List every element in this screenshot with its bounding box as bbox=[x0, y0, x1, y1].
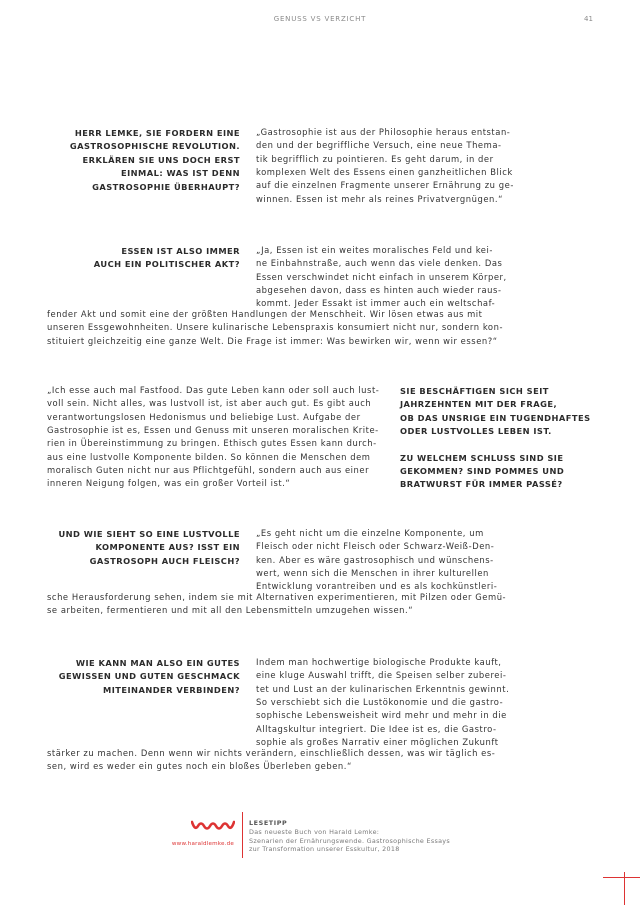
page-header-title: GENUSS VS VERZICHT bbox=[273, 15, 367, 23]
question-3: SIE BESCHÄFTIGEN SICH SEIT JAHRZEHNTEN MIT DER FRAGE, OB DAS UNSRIGE EIN TUGENDHAFTES ODER LUSTVOLLES LEBEN IST. ZU WELCHEM SCHLUSS SIND SIE GEKOMMEN? SIND POMMES UND BRATWURST FÜR IMMER PASSÉ? bbox=[400, 386, 591, 490]
wave-logo-icon bbox=[191, 818, 235, 837]
footer-divider bbox=[242, 812, 243, 858]
reading-tip-line: Szenarien der Ernährungswende. Gastrosophische Essays bbox=[249, 836, 451, 845]
answer-3: „Ich esse auch mal Fastfood. Das gute Leben kann oder soll auch lust- voll sein. Nicht alles, was lustvoll ist, ist aber auch gut. Es gibt auch verantwortungslosen Hedonismus und beliebige Lust. Aufgabe der Gastrosophie ist es, Essen und Genuss mit unseren moralischen Krite- rien in Übereinstimmung zu bringen. Ethisch gutes Essen kann durch- aus eine lustvolle Komponente bilden. So können die Menschen dem moralisch Guten nicht nur aus Pflichtgefühl, sondern auch aus einer inneren Neigung folgen, was ein großer Vorteil ist.“ bbox=[47, 385, 380, 489]
crop-mark-horizontal bbox=[603, 877, 640, 878]
reading-tip bbox=[249, 819, 450, 854]
crop-mark-vertical bbox=[624, 872, 625, 905]
author-website-link[interactable]: www.haraldlemke.de bbox=[171, 841, 234, 847]
question-1: HERR LEMKE, SIE FORDERN EINE GASTROSOPHISCHE REVOLUTION. ERKLÄREN SIE UNS DOCH ERST EINMAL: WAS IST DENN GASTROSOPHIE ÜBERHAUPT? bbox=[69, 128, 240, 192]
reading-tip-line: Das neueste Buch von Harald Lemke: bbox=[249, 827, 380, 836]
question-4: UND WIE SIEHT SO EINE LUSTVOLLE KOMPONENTE AUS? ISST EIN GASTROSOPH AUCH FLEISCH? bbox=[58, 529, 240, 566]
answer-4: „Es geht nicht um die einzelne Komponente, um Fleisch oder nicht Fleisch oder Schwarz-Weiß-Den- ken. Aber es wäre gastrosophisch und wünschens- wert, wenn sich die Menschen in ihrer kulturellen Entwicklung vorantreiben und es als kochkünstleri- bbox=[256, 528, 498, 592]
answer-2-continued: fender Akt und somit eine der größten Handlungen der Menschheit. Wir lösen etwas aus mit unseren Essgewohnheiten. Unsere kulinarische Lebenspraxis konsumiert nicht nur, sondern kon- stituiert gleichzeitig eine ganze Welt. Die Frage ist immer: Was bewirken wir, wenn wir essen?“ bbox=[47, 309, 504, 346]
answer-1: „Gastrosophie ist aus der Philosophie heraus entstan- den und der begriffliche Versuch, eine neue Thema- tik begrifflich zu pointieren. Es geht darum, in der komplexen Welt des Essens einen ganzheitlichen Blick auf die einzelnen Fragmente unserer Ernährung zu ge- winnen. Essen ist mehr als reines Privatvergnügen.“ bbox=[256, 127, 514, 204]
question-5: WIE KANN MAN ALSO EIN GUTES GEWISSEN UND GUTEN GESCHMACK MITEINANDER VERBINDEN? bbox=[58, 658, 240, 695]
reading-tip-label: LESETIPP bbox=[249, 819, 288, 827]
reading-tip-line: zur Transformation unserer Esskultur, 2018 bbox=[249, 845, 400, 854]
page-number: 41 bbox=[584, 15, 593, 23]
answer-2: „Ja, Essen ist ein weites moralisches Feld und kei- ne Einbahnstraße, auch wenn das viele denken. Das Essen verschwindet nicht einfach in unserem Körper, abgesehen davon, dass es hinten auch wieder raus- kommt. Jeder Essakt ist immer auch ein weltschaf- bbox=[256, 245, 507, 309]
answer-4-continued: sche Herausforderung sehen, indem sie mit Alternativen experimentieren, mit Pilzen oder Gemü- se arbeiten, fermentieren und mit all den Lebensmitteln umzugehen wissen.“ bbox=[47, 592, 507, 616]
answer-5-continued: stärker zu machen. Denn wenn wir nichts verändern, einschließlich dessen, was wir täglich es- sen, wird es weder ein gutes noch ein bloßes Überleben geben.“ bbox=[47, 748, 496, 772]
question-2: ESSEN IST ALSO IMMER AUCH EIN POLITISCHER AKT? bbox=[93, 246, 240, 270]
answer-5: Indem man hochwertige biologische Produkte kauft, eine kluge Auswahl trifft, die Speisen selber zuberei- tet und Lust an der kulinarischen Erkenntnis gewinnt. So verschiebt sich die Lustökonomie und die gastro- sophische Lebensweisheit wird mehr und mehr in die Alltagskultur integriert. Die Idee ist es, die Gastro- sophie als großes Narrativ einer möglichen Zukunft bbox=[256, 657, 510, 748]
